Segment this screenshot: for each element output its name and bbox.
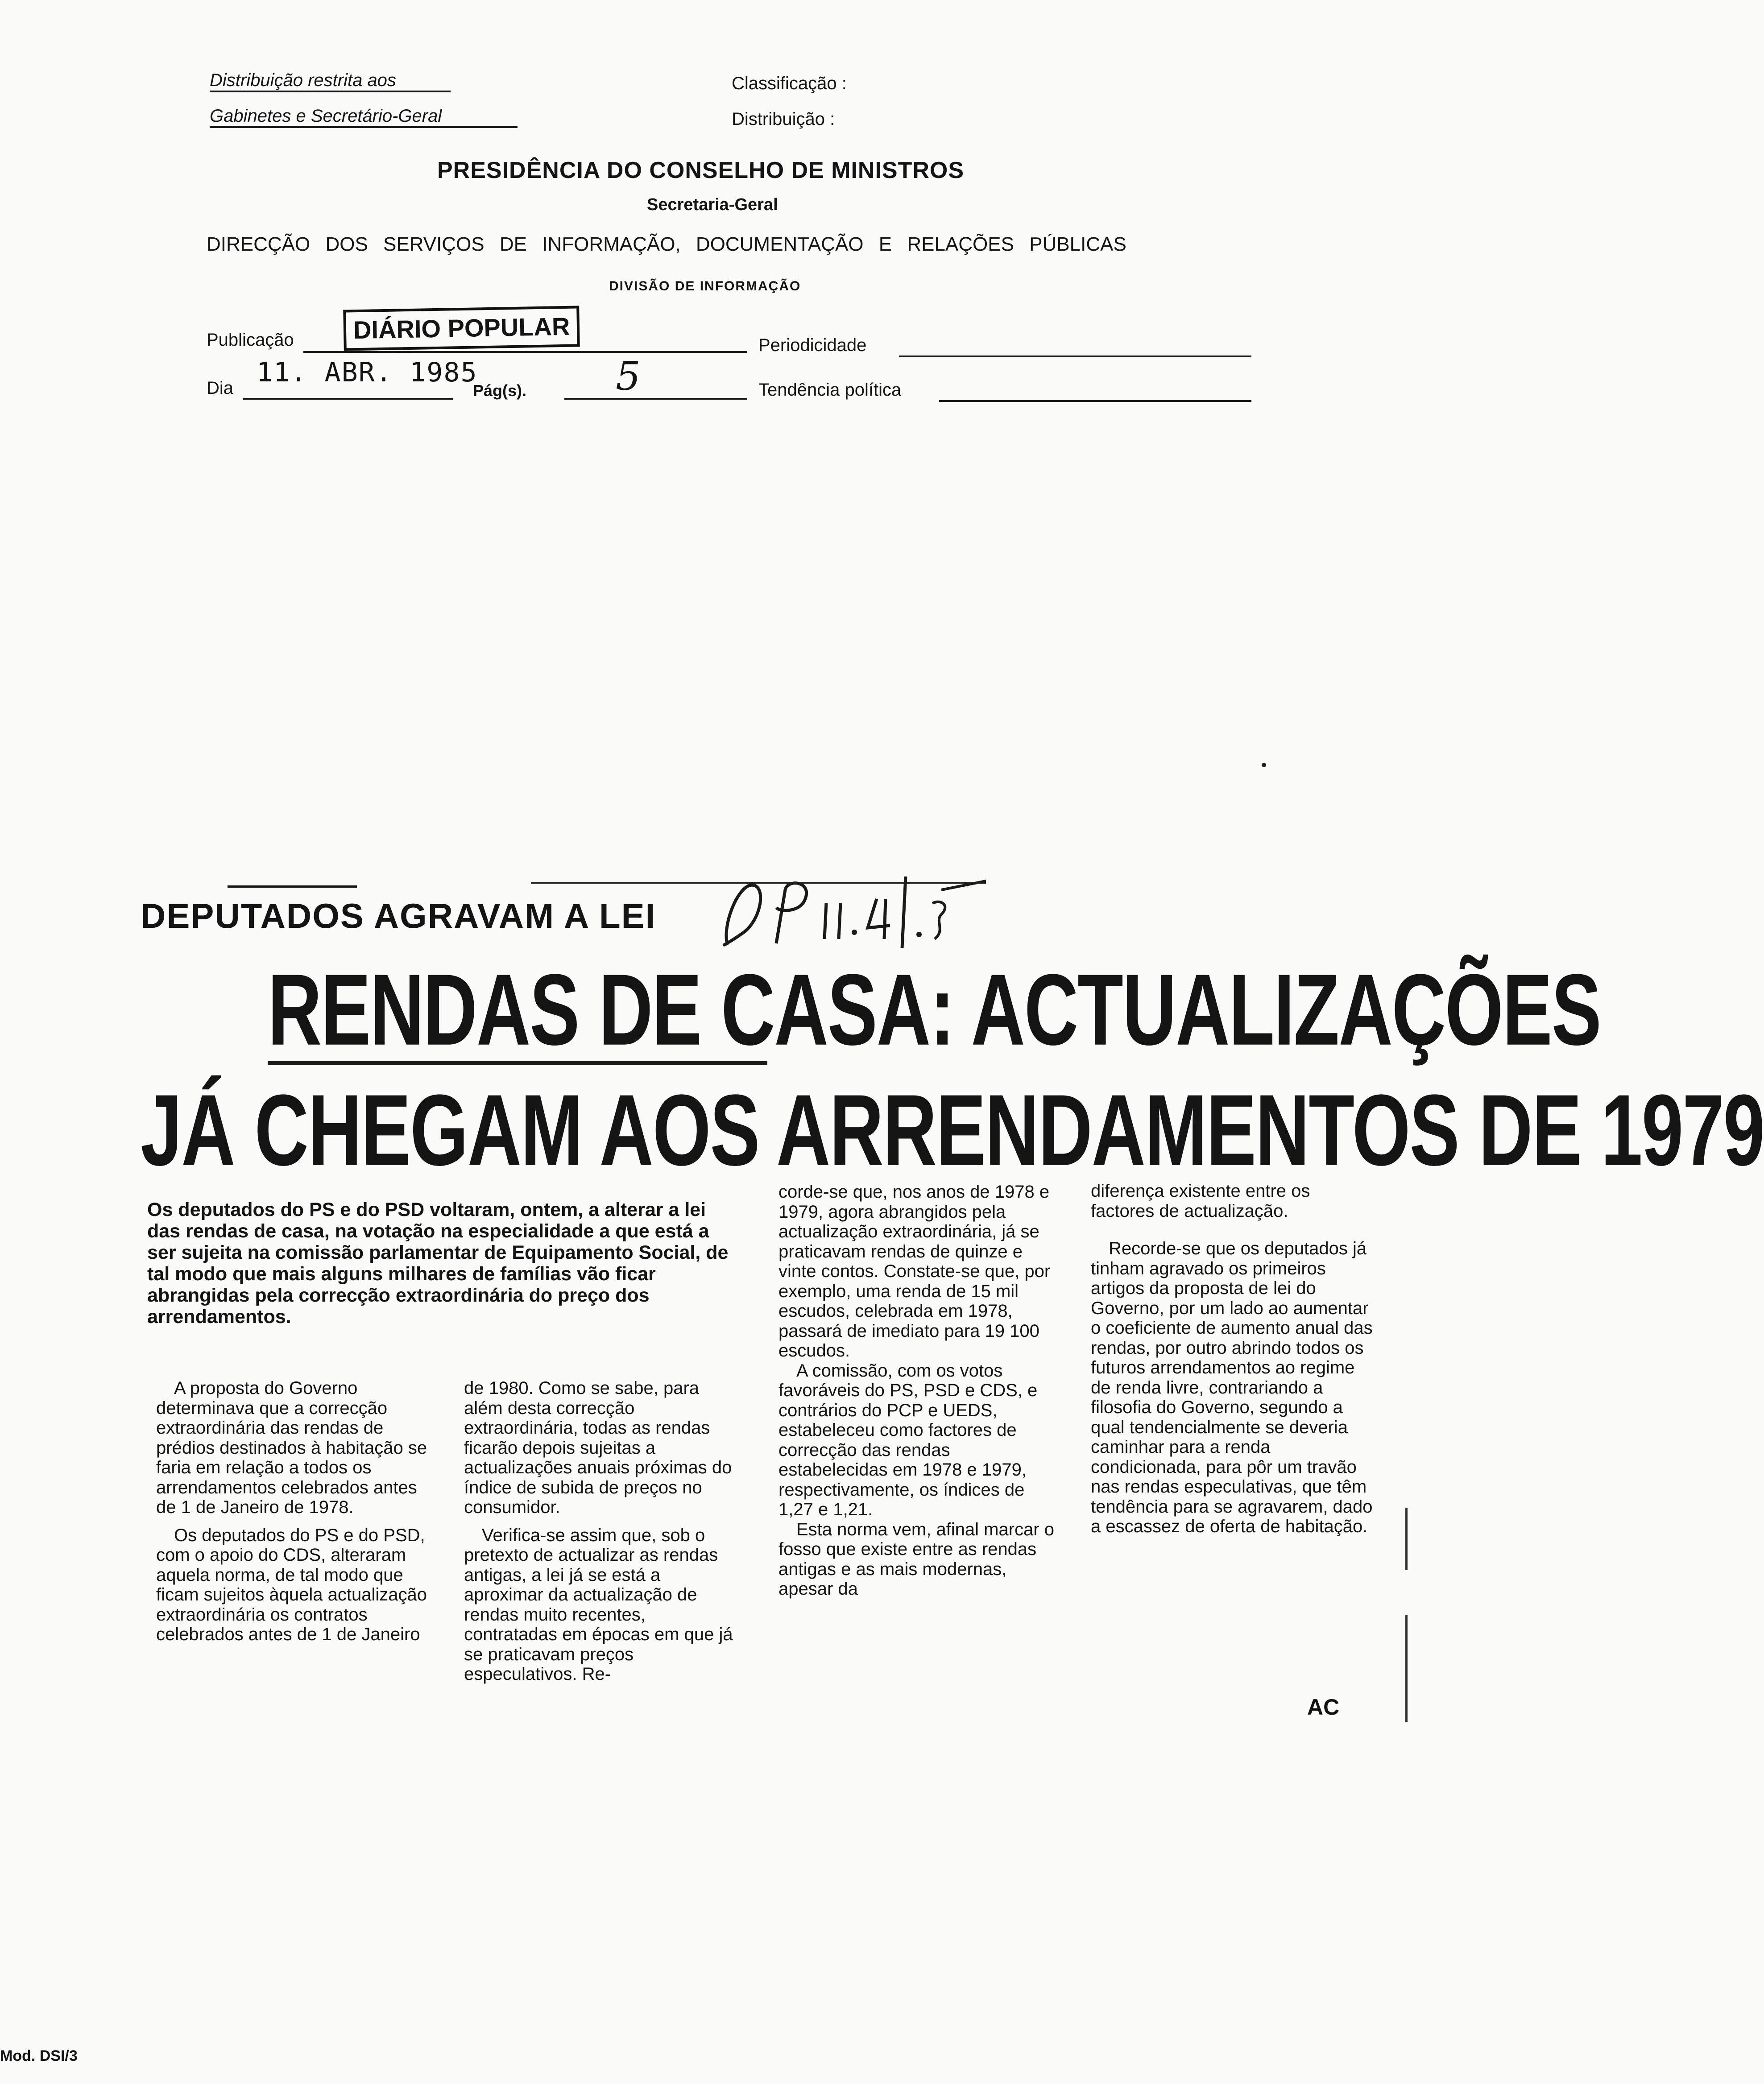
- form-model-code: Mod. DSI/3: [0, 2047, 78, 2064]
- kicker-rule-left: [228, 885, 357, 888]
- scan-speck: [1262, 763, 1266, 767]
- publicacao-underline: [303, 351, 747, 353]
- pags-underline: [564, 398, 747, 400]
- restricted-distribution-line1: Distribuição restrita aos: [210, 70, 451, 92]
- distribuicao-label: Distribuição :: [732, 109, 835, 129]
- handwritten-date-note: [709, 872, 995, 952]
- article-column-1: [156, 1378, 435, 1645]
- headline-underline: [268, 1061, 767, 1065]
- periodicidade-underline: [899, 356, 1251, 357]
- col1-paragraph-1: A proposta do Governo determinava que a correcção extraordinária das rendas de prédios destinados à habitação se faria em relação a todos os arrendamentos celebrados antes de 1 de Janeiro de 1978.: [156, 1378, 427, 1517]
- margin-mark-2: [1405, 1615, 1408, 1722]
- col1-paragraph-2: Os deputados do PS e do PSD, com o apoio do CDS, alteraram aquela norma, de tal modo que ficam sujeitos àquela actualização extraordinária os contratos celebrados antes de 1 de Janeiro: [156, 1525, 427, 1644]
- publicacao-label: Publicação: [207, 330, 294, 350]
- col4-paragraph-1: diferença existente entre os factores de actualização.: [1091, 1181, 1310, 1221]
- col2-paragraph-2: Verifica-se assim que, sob o pretexto de actualizar as rendas antigas, a lei já se está a aproximar da actualização de rendas muito recentes, contratadas em épocas em que já se praticavam preços especulativos. Re-: [464, 1525, 733, 1684]
- restricted-distribution-line2: Gabinetes e Secretário-Geral: [210, 106, 518, 128]
- secretaria-geral: Secretaria-Geral: [647, 195, 778, 214]
- publicacao-stamp: DIÁRIO POPULAR: [343, 306, 580, 351]
- org-title: PRESIDÊNCIA DO CONSELHO DE MINISTROS: [437, 157, 965, 183]
- pags-value-handwritten: 5: [616, 353, 641, 399]
- article-column-3: [778, 1182, 1062, 1599]
- col3-paragraph-1: corde-se que, nos anos de 1978 e 1979, agora abrangidos pela actualização extraordinária, já se praticavam rendas de quinze e vinte contos. Constate-se que, por exemplo, uma renda de 15 mil escudos, celebrada em 1978, passará de imediato para 19 100 escudos.: [778, 1182, 1051, 1360]
- margin-mark-1: [1405, 1508, 1408, 1570]
- col4-paragraph-2: Recorde-se que os deputados já tinham agravado os primeiros artigos da proposta de lei do Governo, por um lado ao aumentar o coeficiente de aumento anual das rendas, por outro abrindo todos os futuros arrendamentos ao regime de renda livre, contrariando a filosofia do Governo, segundo a qual tendencialmente se deveria caminhar para a renda condicionada, para pôr um travão nas rendas especulativas, que têm tendência para se agravarem, dado a escassez de oferta de habitação.: [1091, 1239, 1373, 1536]
- divisao-informacao: DIVISÃO DE INFORMAÇÃO: [609, 279, 801, 294]
- dia-value-stamp: 11. ABR. 1985: [257, 357, 478, 388]
- article-signature: AC: [1307, 1695, 1340, 1720]
- col3-paragraph-3: Esta norma vem, afinal marcar o fosso que existe entre as rendas antigas e as mais modernas, apesar da: [778, 1519, 1054, 1599]
- article-lede: Os deputados do PS e do PSD voltaram, ontem, a alterar a lei das rendas de casa, na votação na especialidade a que está a ser sujeita na comissão parlamentar de Equipamento Social, de tal modo que mais alguns milhares de famílias vão ficar abrangidas pela correcção extraordinária do preço dos arrendamentos.: [147, 1199, 729, 1327]
- article-column-4: [1091, 1181, 1376, 1537]
- col2-paragraph-1: de 1980. Como se sabe, para além desta correcção extraordinária, todas as rendas ficarão depois sujeitas a actualizações anuais próximas do índice de subida de preços no consumidor.: [464, 1378, 732, 1517]
- pags-label: Pág(s).: [473, 381, 527, 400]
- headline-line2: JÁ CHEGAM AOS ARRENDAMENTOS DE 1979: [141, 1073, 1764, 1187]
- tendencia-underline: [939, 400, 1251, 402]
- article-column-2: [464, 1378, 736, 1684]
- tendencia-label: Tendência política: [758, 380, 902, 400]
- classificacao-label: Classificação :: [732, 74, 847, 93]
- headline-line1: RENDAS DE CASA: ACTUALIZAÇÕES: [268, 953, 1601, 1067]
- dia-underline: [243, 398, 453, 400]
- periodicidade-label: Periodicidade: [758, 335, 867, 355]
- col3-paragraph-2: A comissão, com os votos favoráveis do PS, PSD e CDS, e contrários do PCP e UEDS, estabeleceu como factores de correcção das rendas estabelecidas em 1978 e 1979, respectivamente, os índices de 1,27 e 1,21.: [778, 1360, 1038, 1519]
- dia-label: Dia: [207, 378, 234, 398]
- article-kicker: DEPUTADOS AGRAVAM A LEI: [141, 896, 656, 935]
- direccao-line: DIRECÇÃO DOS SERVIÇOS DE INFORMAÇÃO, DOCUMENTAÇÃO E RELAÇÕES PÚBLICAS: [207, 233, 1126, 255]
